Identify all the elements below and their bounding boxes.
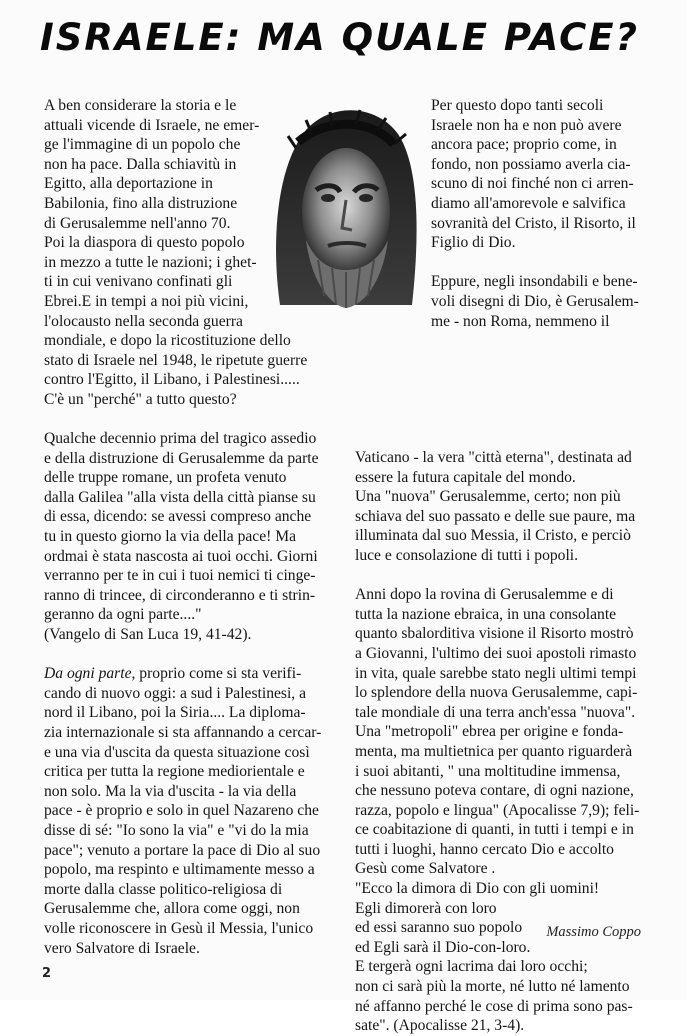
paragraph-every-side bbox=[44, 664, 344, 958]
christ-portrait-image bbox=[266, 100, 424, 310]
paragraph-every-side-text: , proprio come si sta verifi- cando di nuovo oggi: a sud i Palestinesi, a nord il Libano, poi la Siria.... La diploma- zia internazionale si sta affannando a cercar- e una via d'uscita da questa situazione così critica per tutta la regione mediorientale e non solo. Ma la via d'uscita - la via della pace - è proprio e solo in quel Nazareno che disse di sé: "Io sono la via" e "vi do la mia pace"; venuto a portare la pace di Dio al suo popolo, ma respinto e ultimamente messo a morte dalla classe politico-religiosa di Gerusalemme che, allora come oggi, non volle riconoscere in Gesù il Messia, l'unico vero Salvatore di Israele. bbox=[44, 665, 322, 957]
paragraph-new-jerusalem: Anni dopo la rovina di Gerusalemme e di tutta la nazione ebraica, in una consolante quanto sbalorditiva visione il Risorto mostrò a Giovanni, l'ultimo dei suoi apostoli rimasto in vita, quale sarebbe stato negli ultimi tempi lo splendore della nuova Gerusalemme, capi- tale mondiale di una terra anch'essa "nuova". Una "metropoli" ebrea per origine e fonda- menta, ma multietnica per quanto riguarderà i suoi abitanti, " una moltitudine immensa, che nessuno poteva contare, di ogni nazione, razza, popolo e lingua" (Apocalisse 7,9); feli- ce coabitazione di quanti, in tutti i tempi e in tutti i luoghi, hanno cercato Dio e accolto Gesù come Salvatore . "Ecco la dimora di Dio con gli uomini! Egli dimorerà con loro ed essi saranno suo popolo ed Egli sarà il Dio-con-loro. E tergerà ogni lacrima dai loro occhi; non ci sarà più la morte, né lutto né lamento né affanno perché le cose di prima sono pas- sate". (Apocalisse 21, 3-4). bbox=[355, 586, 640, 1035]
paragraph-luke: Qualche decennio prima del tragico assedio e della distruzione di Gerusalemme da parte delle truppe romane, un profeta venuto dalla Galilea "alla vista della città pianse su di essa, dicendo: se avessi compreso anche tu in questo giorno la via della pace! Ma ordmai è stata nascosta ai tuoi occhi. Giorni verranno per te in cui i tuoi nemici ti cinge- ranno di trincee, di circonderanno e ti strin- geranno da ogni parte...." (Vangelo di San Luca 19, 41-42). bbox=[44, 430, 319, 644]
right-column-bottom bbox=[355, 448, 645, 1036]
page-number: 2 bbox=[42, 966, 52, 981]
right-column-top bbox=[431, 96, 643, 331]
paragraph-intro: A ben considerare la storia e le attuali vicende di Israele, ne emer- ge l'immagine di un popolo che non ha pace. Dalla schiavitù in Egitto, alla deportazione in Babilonia, fino alla distruzione di Gerusalemme nell'anno 70. Poi la diaspora di questo popolo in mezzo a tutte le nazioni; i ghet- ti in cui venivano confinati gli Ebrei.E in tempi a noi più vicini, l'olocausto nella seconda guerra mondiale, e dopo la ricostituzione dello stato di Israele nel 1948, le ripetute guerre contro l'Egitto, il Libano, i Palestinesi..... C'è un "perché" a tutto questo? bbox=[44, 97, 308, 408]
author-signature: Massimo Coppo bbox=[546, 924, 641, 940]
italic-lead: Da ogni parte bbox=[44, 665, 132, 683]
paragraph-yet-top: Eppure, negli insondabili e bene- voli disegni di Dio, è Gerusalem- me - non Roma, nemmeno il bbox=[431, 273, 639, 330]
paragraph-centuries: Per questo dopo tanti secoli Israele non ha e non può avere ancora pace; proprio come, in fondo, non possiamo averla cia- scuno di noi finché non ci arren- diamo all'amorevole e salvifica sovranità del Cristo, il Risorto, il Figlio di Dio. bbox=[431, 97, 636, 252]
paragraph-yet-bottom: Vaticano - la vera "città eterna", destinata ad essere la futura capitale del mondo. Una "nuova" Gerusalemme, certo; non più schiava del suo passato e delle sue paure, ma illuminata dal suo Messia, il Cristo, e perciò luce e consolazione di tutti i popoli. bbox=[355, 449, 636, 564]
article-title: ISRAELE: MA QUALE PACE? bbox=[40, 16, 639, 59]
